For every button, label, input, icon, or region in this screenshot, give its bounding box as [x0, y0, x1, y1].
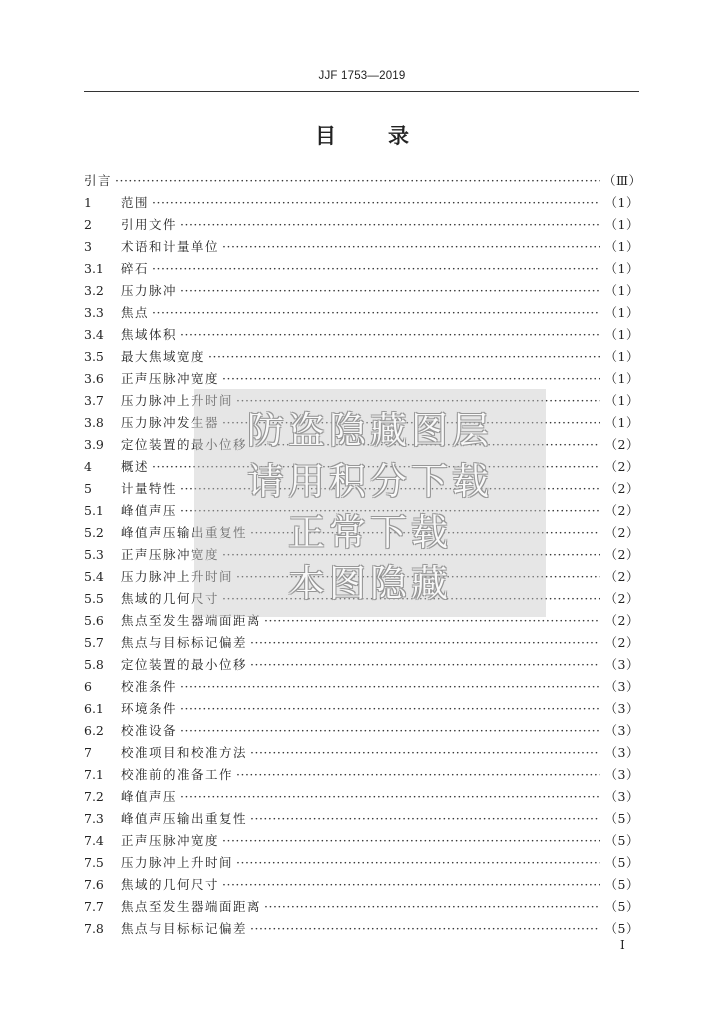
toc-leader-dots — [180, 786, 600, 808]
toc-leader-dots — [152, 192, 600, 214]
toc-entry-title: 焦点至发生器端面距离 — [121, 613, 262, 628]
toc-leader-dots — [250, 742, 600, 764]
toc-entry-number: 4 — [84, 459, 92, 474]
toc-entry-number: 2 — [84, 217, 92, 232]
page-number: Ⅰ — [620, 938, 625, 952]
toc-leader-dots — [180, 720, 600, 742]
toc-leader-dots — [180, 280, 600, 302]
toc-entry-number: 1 — [84, 195, 92, 210]
toc-entry-page: （1） — [604, 261, 639, 276]
toc-leader-dots — [250, 654, 600, 676]
toc-entry-number: 7.2 — [84, 789, 104, 804]
toc-entry-title: 最大焦域宽度 — [121, 349, 206, 364]
toc-leader-dots — [222, 236, 600, 258]
toc-entry-title: 概述 — [121, 459, 150, 474]
toc-entry-number: 7.1 — [84, 767, 104, 782]
toc-entry[interactable] — [84, 236, 639, 258]
toc-entry-page: （1） — [604, 393, 639, 408]
toc-entry-page: （5） — [604, 811, 639, 826]
toc-entry-number: 5.1 — [84, 503, 104, 518]
toc-leader-dots — [208, 346, 600, 368]
toc-entry-title: 焦点 — [121, 305, 150, 320]
toc-entry-page: （2） — [604, 437, 639, 452]
toc-entry-title: 峰值声压输出重复性 — [121, 525, 248, 540]
toc-entry[interactable] — [84, 654, 639, 676]
toc-entry-title: 校准项目和校准方法 — [121, 745, 248, 760]
toc-entry[interactable] — [84, 896, 639, 918]
toc-entry-page: （5） — [604, 855, 639, 870]
toc-entry-page: （2） — [604, 481, 639, 496]
toc-leader-dots — [180, 214, 600, 236]
toc-entry[interactable] — [84, 280, 639, 302]
toc-leader-dots — [115, 170, 600, 192]
toc-entry[interactable] — [84, 786, 639, 808]
toc-entry-number: 7.4 — [84, 833, 104, 848]
toc-entry-title: 压力脉冲上升时间 — [121, 393, 234, 408]
toc-entry[interactable] — [84, 632, 639, 654]
toc-entry-number: 6.1 — [84, 701, 104, 716]
toc-leader-dots — [222, 830, 600, 852]
title-char-2: 录 — [388, 123, 409, 148]
toc-entry-title: 正声压脉冲宽度 — [121, 833, 220, 848]
toc-entry-page: （3） — [604, 745, 639, 760]
toc-entry-number: 3.8 — [84, 415, 104, 430]
toc-entry-page: （3） — [604, 723, 639, 738]
toc-entry-title: 引用文件 — [121, 217, 178, 232]
watermark-line-1: 防盗隐藏图层 — [247, 409, 493, 452]
toc-entry-number: 7.5 — [84, 855, 104, 870]
toc-entry-title: 焦点与目标标记偏差 — [121, 921, 248, 936]
toc-entry-number: 6.2 — [84, 723, 104, 738]
toc-entry-page: （2） — [604, 547, 639, 562]
toc-entry[interactable] — [84, 676, 639, 698]
toc-entry-number: 7.8 — [84, 921, 104, 936]
toc-entry-title: 峰值声压输出重复性 — [121, 811, 248, 826]
toc-entry-page: （1） — [604, 195, 639, 210]
toc-entry-page: （5） — [604, 899, 639, 914]
toc-entry-title: 压力脉冲上升时间 — [121, 855, 234, 870]
watermark-overlay — [194, 389, 546, 617]
toc-entry[interactable] — [84, 170, 642, 192]
toc-entry-number: 3.5 — [84, 349, 104, 364]
toc-entry-number: 5 — [84, 481, 92, 496]
toc-entry-number: 3.1 — [84, 261, 104, 276]
toc-entry-title: 计量特性 — [121, 481, 178, 496]
toc-entry-page: （5） — [604, 833, 639, 848]
toc-leader-dots — [152, 258, 600, 280]
toc-entry[interactable] — [84, 874, 639, 896]
toc-entry[interactable] — [84, 918, 639, 940]
toc-entry-number: 5.3 — [84, 547, 104, 562]
toc-entry-title: 定位装置的最小位移 — [121, 437, 248, 452]
toc-leader-dots — [222, 368, 600, 390]
toc-entry-number: 3.3 — [84, 305, 104, 320]
watermark-line-3: 正常下载 — [288, 511, 452, 554]
toc-leader-dots — [250, 918, 600, 940]
toc-entry[interactable] — [84, 258, 639, 280]
toc-entry-number: 5.5 — [84, 591, 104, 606]
toc-entry-page: （1） — [604, 217, 639, 232]
toc-entry-number: 3.4 — [84, 327, 104, 342]
toc-entry[interactable] — [84, 346, 639, 368]
toc-entry-number: 6 — [84, 679, 92, 694]
toc-entry-page: （3） — [604, 657, 639, 672]
toc-entry-page: （1） — [604, 283, 639, 298]
toc-entry-number: 7 — [84, 745, 92, 760]
toc-entry-page: （3） — [604, 767, 639, 782]
toc-entry-title: 焦点与目标标记偏差 — [121, 635, 248, 650]
toc-entry-number: 7.3 — [84, 811, 104, 826]
toc-entry[interactable] — [84, 764, 639, 786]
toc-entry-number: 5.2 — [84, 525, 104, 540]
toc-entry-number: 3.7 — [84, 393, 104, 408]
toc-entry[interactable] — [84, 830, 639, 852]
toc-entry-number: 3.6 — [84, 371, 104, 386]
toc-entry-title: 碎石 — [121, 261, 150, 276]
toc-entry[interactable] — [84, 192, 639, 214]
toc-entry-page: （1） — [604, 327, 639, 342]
toc-entry-title: 峰值声压 — [121, 503, 178, 518]
toc-entry-number: 3.9 — [84, 437, 104, 452]
toc-entry-number: 7.6 — [84, 877, 104, 892]
toc-entry-number: 引言 — [84, 173, 113, 188]
toc-entry-title: 校准条件 — [121, 679, 178, 694]
toc-entry-page: （3） — [604, 679, 639, 694]
toc-entry-page: （1） — [604, 305, 639, 320]
toc-entry-title: 定位装置的最小位移 — [121, 657, 248, 672]
toc-leader-dots — [236, 852, 600, 874]
toc-entry-title: 压力脉冲 — [121, 283, 178, 298]
toc-entry-number: 5.6 — [84, 613, 104, 628]
toc-leader-dots — [180, 324, 600, 346]
toc-leader-dots — [250, 632, 600, 654]
toc-entry-page: （2） — [604, 635, 639, 650]
toc-entry-page: （1） — [604, 415, 639, 430]
toc-leader-dots — [180, 676, 600, 698]
toc-entry[interactable] — [84, 720, 639, 742]
toc-leader-dots — [180, 698, 600, 720]
toc-entry-number: 3 — [84, 239, 92, 254]
toc-entry[interactable] — [84, 698, 639, 720]
toc-entry[interactable] — [84, 742, 639, 764]
toc-entry[interactable] — [84, 368, 639, 390]
toc-entry-page: （3） — [604, 701, 639, 716]
toc-entry-page: （5） — [604, 921, 639, 936]
toc-entry[interactable] — [84, 302, 639, 324]
toc-entry-page: （2） — [604, 613, 639, 628]
toc-entry-title: 焦点至发生器端面距离 — [121, 899, 262, 914]
toc-entry-title: 峰值声压 — [121, 789, 178, 804]
toc-entry-page: （2） — [604, 525, 639, 540]
watermark-line-2: 请用积分下载 — [247, 460, 493, 503]
toc-entry[interactable] — [84, 852, 639, 874]
toc-entry-page: （1） — [604, 349, 639, 364]
toc-entry-number: 3.2 — [84, 283, 104, 298]
toc-entry[interactable] — [84, 214, 639, 236]
toc-entry-title: 焦域的几何尺寸 — [121, 591, 220, 606]
toc-entry-page: （2） — [604, 459, 639, 474]
watermark-line-4: 本图隐藏 — [288, 562, 452, 605]
toc-entry-page: （2） — [604, 503, 639, 518]
toc-entry-page: （5） — [604, 877, 639, 892]
toc-entry-number: 5.7 — [84, 635, 104, 650]
toc-leader-dots — [250, 808, 600, 830]
toc-leader-dots — [152, 302, 600, 324]
toc-entry-number: 7.7 — [84, 899, 104, 914]
toc-leader-dots — [236, 764, 600, 786]
toc-entry-title: 术语和计量单位 — [121, 239, 220, 254]
toc-entry-title: 压力脉冲上升时间 — [121, 569, 234, 584]
toc-entry-title: 压力脉冲发生器 — [121, 415, 220, 430]
toc-leader-dots — [264, 896, 600, 918]
title-char-1: 目 — [315, 123, 336, 148]
toc-entry-title: 焦域的几何尺寸 — [121, 877, 220, 892]
toc-entry-title: 正声压脉冲宽度 — [121, 547, 220, 562]
toc-entry-title: 校准设备 — [121, 723, 178, 738]
toc-entry[interactable] — [84, 808, 639, 830]
toc-entry-page: （1） — [604, 371, 639, 386]
toc-entry-page: （Ⅲ） — [603, 173, 642, 188]
running-header: JJF 1753—2019 — [318, 70, 406, 82]
toc-entry-title: 正声压脉冲宽度 — [121, 371, 220, 386]
toc-entry-number: 5.4 — [84, 569, 104, 584]
toc-entry-page: （1） — [604, 239, 639, 254]
toc-entry-page: （2） — [604, 569, 639, 584]
header-rule — [84, 91, 639, 92]
toc-entry-title: 校准前的准备工作 — [121, 767, 234, 782]
toc-entry-number: 5.8 — [84, 657, 104, 672]
toc-entry-title: 环境条件 — [121, 701, 178, 716]
toc-entry-page: （3） — [604, 789, 639, 804]
toc-entry-page: （2） — [604, 591, 639, 606]
toc-entry-title: 范围 — [121, 195, 150, 210]
toc-leader-dots — [222, 874, 600, 896]
toc-entry-title: 焦域体积 — [121, 327, 178, 342]
page-title — [0, 120, 724, 150]
toc-entry[interactable] — [84, 324, 639, 346]
